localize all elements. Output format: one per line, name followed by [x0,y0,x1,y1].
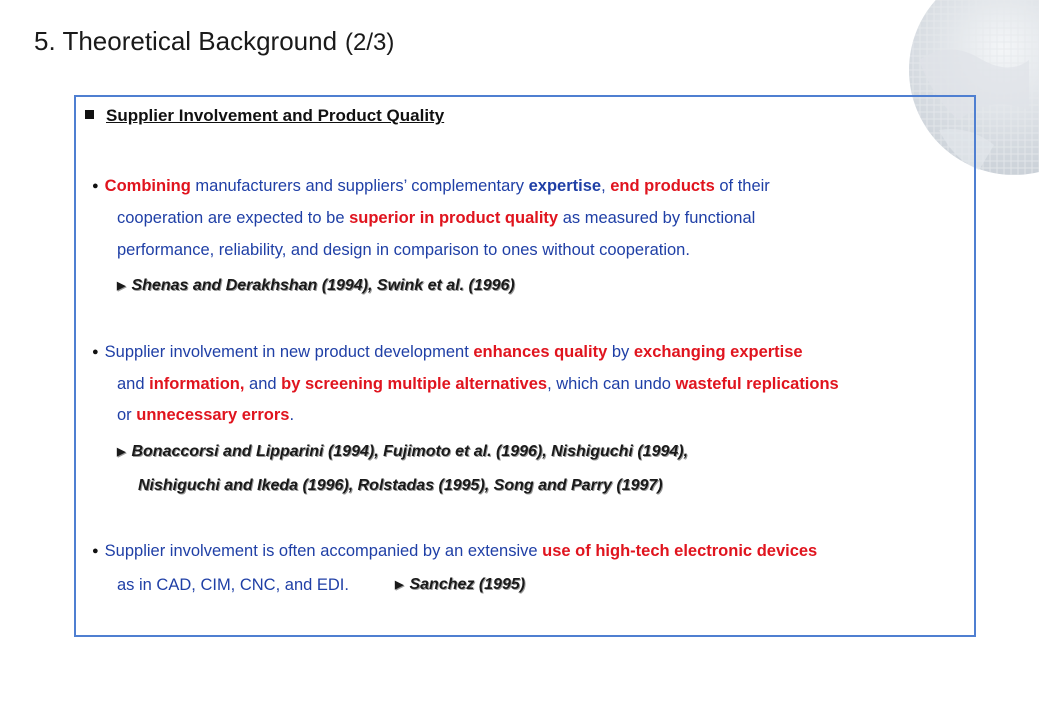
bullet2-line3: or unnecessary errors. [117,406,295,424]
bullet3-line2: as in CAD, CIM, CNC, and EDI. [117,576,349,594]
triangle-bullet-icon: ▶ [117,446,126,458]
bullet1-line2: cooperation are expected to be superior in product quality as measured by functional [117,209,756,227]
bullet2-reference-1: ▶ Bonaccorsi and Lipparini (1994), Fujimoto et al. (1996), Nishiguchi (1994), [117,443,689,460]
bullet2-reference-2: Nishiguchi and Ikeda (1996), Rolstadas (1995), Song and Parry (1997) [138,477,663,494]
bullet2-line2: and information, and by screening multiple alternatives, which can undo wasteful replications [117,375,839,393]
square-bullet-icon [85,110,94,119]
section-heading-text: Supplier Involvement and Product Quality [106,106,445,125]
slide-title [34,26,394,57]
triangle-bullet-icon: ▶ [117,280,126,292]
bullet1-reference: ▶ Shenas and Derakhshan (1994), Swink et al. (1996) [117,277,515,294]
dot-bullet-icon: ● [92,545,99,557]
dot-bullet-icon: ● [92,346,99,358]
bullet1-line1: ● Combining manufacturers and suppliers’ complementary expertise, end products of their [92,177,770,195]
section-heading [85,106,444,126]
bullet3-line1: ● Supplier involvement is often accompanied by an extensive use of high-tech electronic devices [92,542,818,560]
slide-title-main: 5. Theoretical Background [34,26,338,56]
bullet3-reference: ▶ Sanchez (1995) [395,576,526,593]
dot-bullet-icon: ● [92,180,99,192]
bullet2-line1: ● Supplier involvement in new product development enhances quality by exchanging expertise [92,343,803,361]
slide-title-part: (2/3) [345,29,395,56]
triangle-bullet-icon: ▶ [395,579,404,591]
bullet1-line3: performance, reliability, and design in comparison to ones without cooperation. [117,241,690,259]
